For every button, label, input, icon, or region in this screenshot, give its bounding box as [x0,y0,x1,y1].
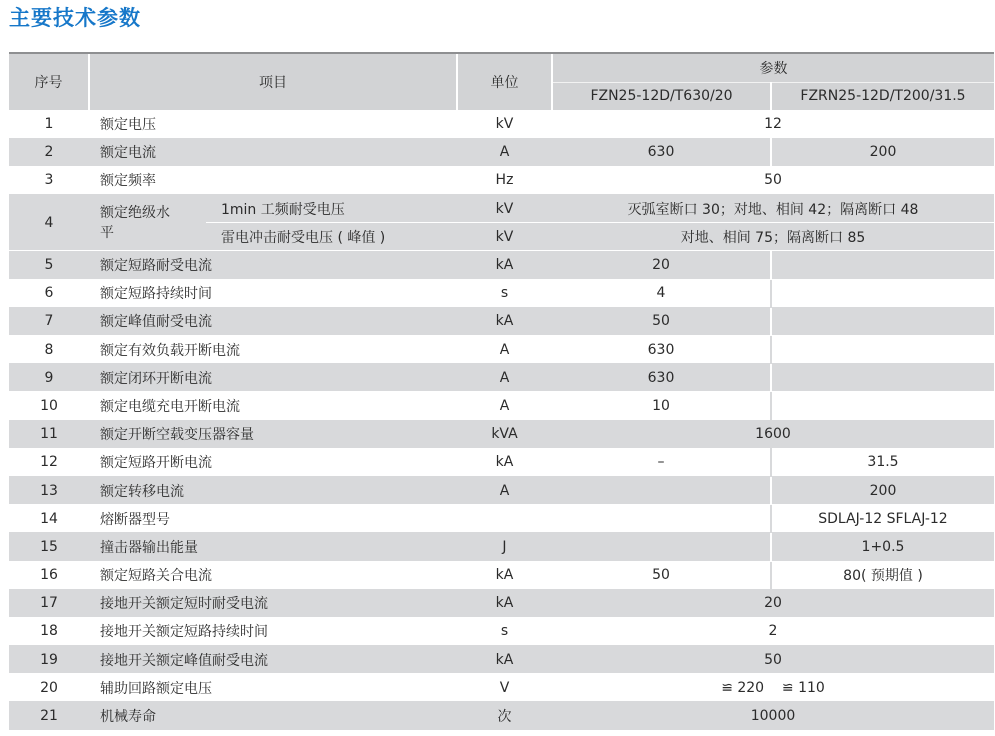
row-no: 7 [9,307,89,335]
row-item: 额定有效负载开断电流 [89,336,457,364]
table-row [9,476,994,504]
row-value-b [771,251,994,279]
table-row [9,195,994,223]
table-row [9,674,994,702]
row-unit: kA [457,646,552,674]
row-value-a: 630 [552,364,771,392]
row-no: 3 [9,166,89,194]
row-value-b: 200 [771,138,994,166]
row-value-a: – [552,448,771,476]
row-value-b [771,307,994,335]
row-value: 10000 [552,702,994,730]
row-value: 灭弧室断口 30；对地、相间 42；隔离断口 48 [552,195,994,223]
row-item: 辅助回路额定电压 [89,674,457,702]
row-no: 5 [9,251,89,279]
table-row [9,138,994,166]
row-item: 额定电流 [89,138,457,166]
row-no: 17 [9,589,89,617]
row-no: 21 [9,702,89,730]
row-item [89,195,206,251]
row-value: 2 [552,617,994,645]
row-no: 4 [9,195,89,251]
row-value-a [552,476,771,504]
row-value: 1600 [552,420,994,448]
row-item: 额定短路关合电流 [89,561,457,589]
table-row [9,166,994,194]
row-item: 额定电缆充电开断电流 [89,392,457,420]
table-row [9,702,994,730]
row-unit: kV [457,223,552,251]
row-no: 8 [9,336,89,364]
row-no: 13 [9,476,89,504]
row-unit: kA [457,251,552,279]
row-value-a [552,533,771,561]
row-item: 熔断器型号 [89,505,457,533]
row-value: 50 [552,166,994,194]
header-params: 参数 [552,53,994,82]
row-value-b: 31.5 [771,448,994,476]
row-unit: A [457,364,552,392]
row-item: 机械寿命 [89,702,457,730]
table-row [9,279,994,307]
row-unit: A [457,476,552,504]
table-row [9,646,994,674]
row-item: 额定峰值耐受电流 [89,307,457,335]
row-unit: V [457,674,552,702]
table-row [9,251,994,279]
row-value-b [771,336,994,364]
row-unit: kV [457,195,552,223]
technical-parameters-table [9,52,994,731]
header-model-a: FZN25-12D/T630/20 [552,82,771,110]
row-no: 10 [9,392,89,420]
row-unit: kA [457,589,552,617]
header-unit: 单位 [457,53,552,110]
row-value-a: 20 [552,251,771,279]
table-row [9,533,994,561]
row-value-a: 630 [552,336,771,364]
row-value: 对地、相间 75；隔离断口 85 [552,223,994,251]
page-title: 主要技术参数 [9,6,141,30]
row-no: 6 [9,279,89,307]
row-subitem: 1min 工频耐受电压 [206,195,457,223]
row-value-b: 200 [771,476,994,504]
row-no: 14 [9,505,89,533]
row-no: 20 [9,674,89,702]
row-unit [457,505,552,533]
row-value-b: 1+0.5 [771,533,994,561]
table-row [9,420,994,448]
row-item: 额定电压 [89,110,457,138]
row-no: 11 [9,420,89,448]
row-item: 撞击器输出能量 [89,533,457,561]
row-no: 18 [9,617,89,645]
table-row [9,448,994,476]
row-unit: A [457,392,552,420]
row-no: 19 [9,646,89,674]
table-row [9,617,994,645]
row-unit: kV [457,110,552,138]
row-value-a: 630 [552,138,771,166]
row-value: 12 [552,110,994,138]
row-unit: Hz [457,166,552,194]
table-body [9,110,994,730]
row-item: 接地开关额定峰值耐受电流 [89,646,457,674]
row-unit: s [457,617,552,645]
row-no: 9 [9,364,89,392]
table-row [9,589,994,617]
row-unit: kVA [457,420,552,448]
row-item: 额定短路开断电流 [89,448,457,476]
row-no: 2 [9,138,89,166]
row-unit: 次 [457,702,552,730]
row-item: 额定转移电流 [89,476,457,504]
row-subitem: 雷电冲击耐受电压 ( 峰值 ) [206,223,457,251]
row-item: 接地开关额定短路持续时间 [89,617,457,645]
row-item: 额定开断空载变压器容量 [89,420,457,448]
table-row [9,336,994,364]
table-row [9,307,994,335]
row-value-b [771,279,994,307]
row-value-a: 50 [552,561,771,589]
row-unit: s [457,279,552,307]
row-no: 15 [9,533,89,561]
table-row [9,110,994,138]
row-item: 接地开关额定短时耐受电流 [89,589,457,617]
row-unit: kA [457,448,552,476]
row-no: 16 [9,561,89,589]
row-no: 12 [9,448,89,476]
table-header [9,53,994,110]
header-item: 项目 [89,53,457,110]
header-no: 序号 [9,53,89,110]
row-value-b [771,364,994,392]
table-row [9,364,994,392]
row-unit: kA [457,561,552,589]
row-value-a: 10 [552,392,771,420]
row-item: 额定频率 [89,166,457,194]
header-model-b: FZRN25-12D/T200/31.5 [771,82,994,110]
row-no: 1 [9,110,89,138]
row-value-b: 80( 预期值 ) [771,561,994,589]
row-value: 20 [552,589,994,617]
table-row [9,392,994,420]
row-item: 额定闭环开断电流 [89,364,457,392]
row-item: 额定短路耐受电流 [89,251,457,279]
row-unit: A [457,336,552,364]
row-value-a: 4 [552,279,771,307]
row-unit: A [457,138,552,166]
row-value-b: SDLAJ-12 SFLAJ-12 [771,505,994,533]
row-item: 额定短路持续时间 [89,279,457,307]
table-row [9,505,994,533]
row-value-b [771,392,994,420]
table-row [9,561,994,589]
row-unit: J [457,533,552,561]
row-value: 50 [552,646,994,674]
row-value: ≌ 220 ≌ 110 [552,674,994,702]
row-item-text: 额定绝级水平 [100,204,170,241]
row-unit: kA [457,307,552,335]
row-value-a [552,505,771,533]
row-value-a: 50 [552,307,771,335]
